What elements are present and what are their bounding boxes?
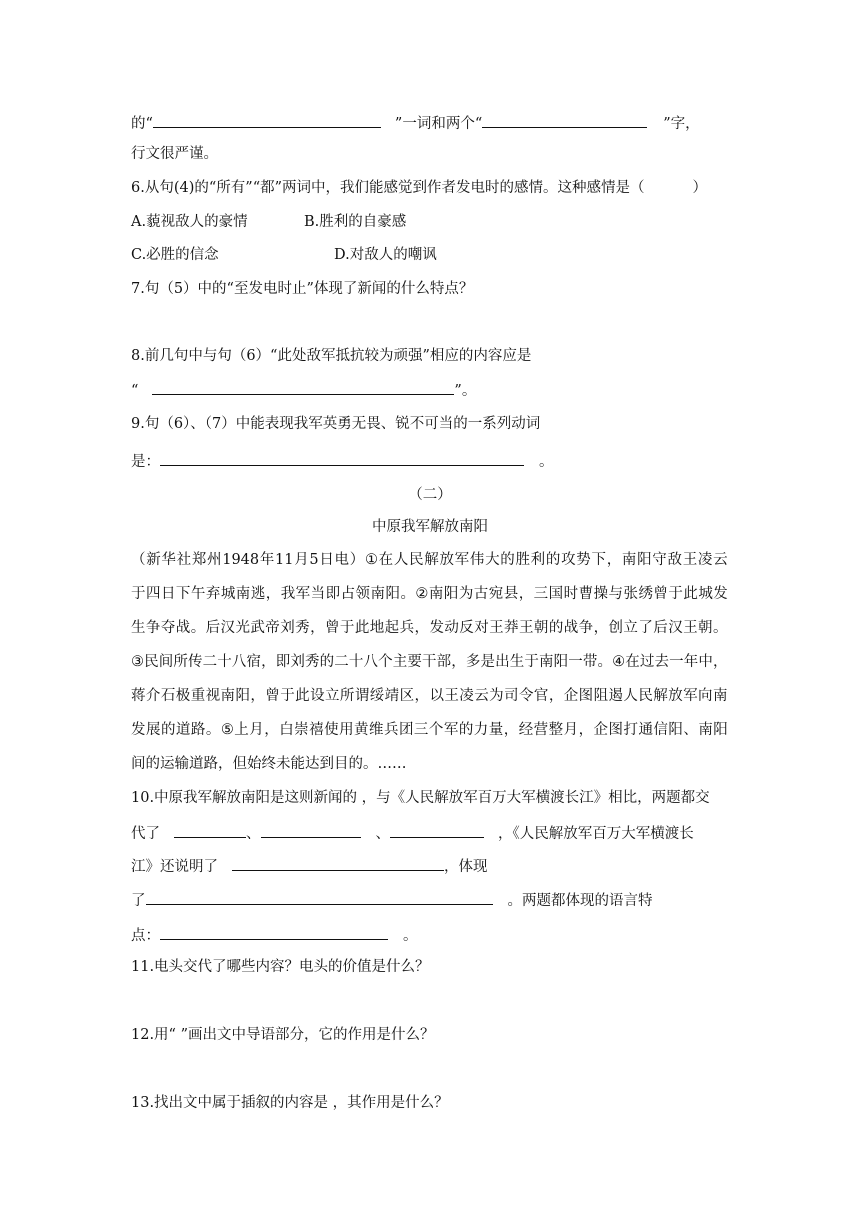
- q6-close: ）: [692, 180, 708, 196]
- q10-l3-suffix: ，体现: [444, 859, 488, 875]
- answer-blank[interactable]: [146, 889, 493, 905]
- q5-tail-line2: 行文很严谨。: [131, 146, 218, 162]
- q10-l4-suffix: 。两题都体现的语言特: [507, 893, 653, 909]
- answer-blank[interactable]: [152, 379, 454, 395]
- q9-suffix: 。: [539, 454, 554, 470]
- q5-middle: ”一词和两个“: [394, 116, 483, 132]
- passage-line-1: （ 新 华 社 郑 州 1948 年 11 月 5 日 电 ） ① 在 人 民 解 放 军 伟 大 的 胜 利 的 攻 势 下 ， 南 阳 守 敌 王 凌 云: [131, 552, 728, 568]
- passage-line-7: 间的运输道路，但始终未能达到目的。……: [131, 756, 407, 772]
- passage-line-2: 于 四 日 下 午 弃 城 南 逃 ， 我 军 当 即 占 领 南 阳 。 ② 南 阳 为 古 宛 县 ， 三 国 时 曹 操 与 张 绣 曾 于 此 城 发: [131, 586, 728, 602]
- q6-option-c: C.必胜的信念: [131, 247, 219, 263]
- answer-blank[interactable]: [232, 855, 444, 871]
- q10-line-2: [131, 822, 694, 844]
- answer-blank[interactable]: [160, 924, 388, 940]
- q9-prefix: 是：: [131, 454, 160, 470]
- q6-option-d: D.对敌人的嘲讽: [334, 247, 437, 263]
- question-9: 9.句（6）、（7）中能表现我军英勇无畏、锐不可当的一系列动词: [131, 416, 541, 432]
- q9-answer-line: [131, 450, 554, 472]
- question-13: 13.找出文中属于插叙的内容是 ，其作用是什么？: [131, 1095, 449, 1111]
- section-number: （二）: [408, 487, 452, 503]
- question-12: 12.用“ ”画出文中导语部分，它的作用是什么？: [131, 1027, 435, 1043]
- q8-open-quote: “: [131, 383, 139, 399]
- q10-l2-prefix: 代了: [131, 826, 160, 842]
- question-7: 7.句（5）中的“至发电时止”体现了新闻的什么特点？: [131, 281, 474, 297]
- q10-l2-sep2: 、: [375, 826, 390, 842]
- q10-l5-prefix: 点：: [131, 928, 160, 944]
- answer-blank[interactable]: [261, 822, 361, 838]
- q10-l2-sep1: 、: [246, 826, 261, 842]
- passage-line-3: 生 争 夺 战 。 后 汉 光 武 帝 刘 秀 ， 曾 于 此 地 起 兵 ， 发 动 反 对 王 莽 王 朝 的 战 争 ， 创 立 了 后 汉 王 朝 。: [131, 620, 728, 636]
- q10-l2-suffix: ，《人民解放军百万大军横渡长: [498, 826, 694, 842]
- passage-line-6: 发 展 的 道 路 。 ⑤ 上 月 ， 白 崇 禧 使 用 黄 维 兵 团 三 个 军 的 力 量 ， 经 营 整 月 ， 企 图 打 通 信 阳 、 南 阳: [131, 722, 728, 738]
- question-6: [131, 178, 707, 198]
- q5-suffix: ”字，: [663, 116, 700, 132]
- answer-blank[interactable]: [160, 450, 524, 466]
- question-8: 8.前几句中与句（6）“此处敌军抵抗较为顽强”相应的内容应是: [131, 348, 532, 364]
- q8-close-quote: ”。: [454, 383, 477, 399]
- q6-option-a: A.藐视敌人的豪情: [131, 214, 248, 230]
- passage-line-5: 蒋 介 石 极 重 视 南 阳 ， 曾 于 此 设 立 所 谓 绥 靖 区 ， 以 王 凌 云 为 司 令 官 ， 企 图 阻 遏 人 民 解 放 军 向 南: [131, 688, 728, 704]
- q6-option-b: B.胜利的自豪感: [304, 214, 407, 230]
- q6-stem: 6.从句(4)的“所有”“都”两词中，我们能感觉到作者发电时的感情。这种感情是（: [131, 180, 645, 196]
- answer-blank[interactable]: [390, 822, 484, 838]
- q8-answer-line: [131, 379, 476, 401]
- q10-line-5: [131, 924, 418, 946]
- answer-blank[interactable]: [174, 822, 246, 838]
- section-title: 中原我军解放南阳: [372, 519, 488, 535]
- answer-blank[interactable]: [153, 112, 381, 128]
- q10-l3-prefix: 江》还说明了: [131, 859, 218, 875]
- q10-line-3: [131, 855, 488, 877]
- passage-line-4: ③ 民 间 所 传 二 十 八 宿 ， 即 刘 秀 的 二 十 八 个 主 要 干 部 ， 多 是 出 生 于 南 阳 一 带 。 ④ 在 过 去 一 年 中 ，: [131, 654, 728, 670]
- answer-blank[interactable]: [482, 112, 647, 128]
- q10-l4-prefix: 了: [131, 893, 146, 909]
- q10-line-4: [131, 889, 653, 911]
- question-11: 11.电头交代了哪些内容？电头的价值是什么？: [131, 959, 430, 975]
- q5-tail-line: [131, 112, 700, 134]
- question-10: 10.中原我军解放南阳是这则新闻的 ，与《人民解放军百万大军横渡长江》相比，两题都交: [131, 790, 710, 806]
- q5-prefix: 的“: [131, 116, 153, 132]
- q10-l5-suffix: 。: [403, 928, 418, 944]
